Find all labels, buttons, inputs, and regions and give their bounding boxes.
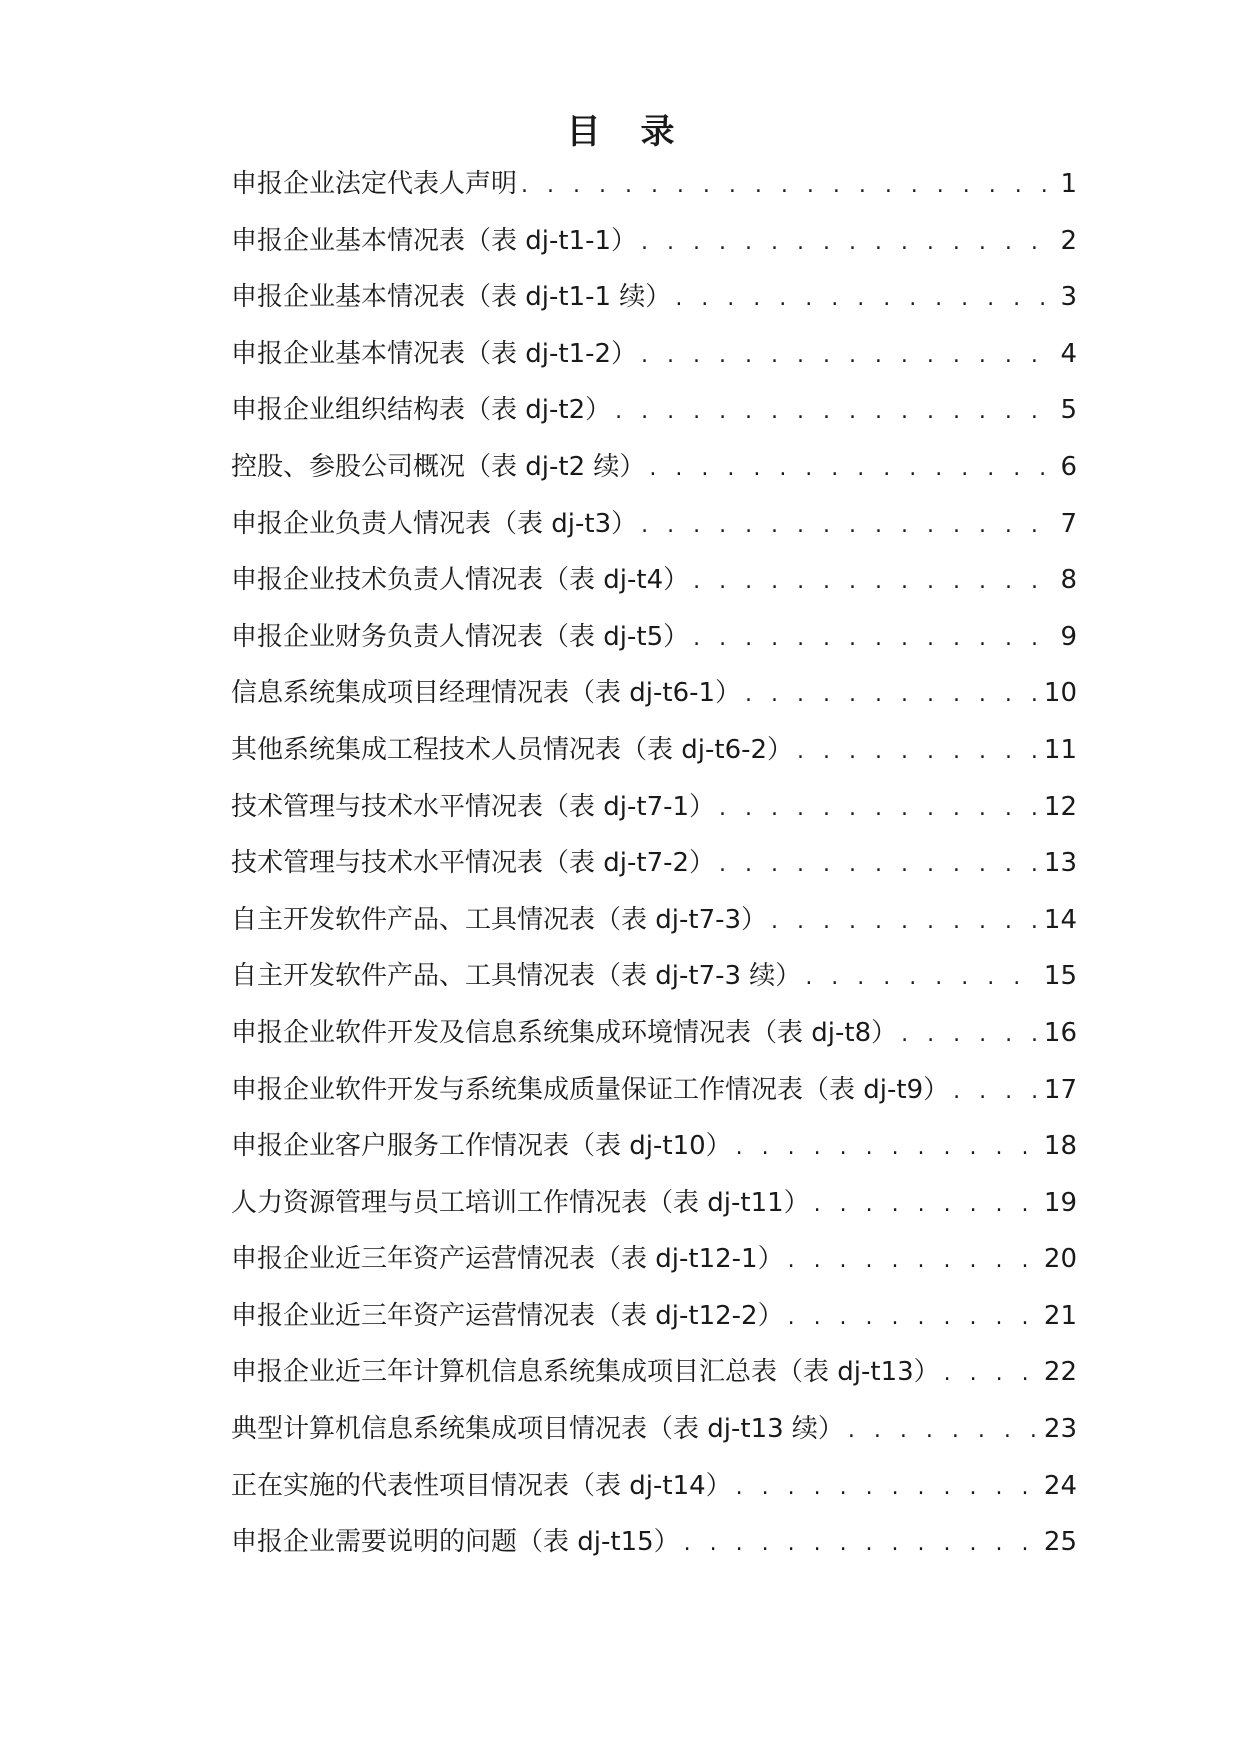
toc-entry-label: 申报企业软件开发及信息系统集成环境情况表（表 dj-t8）	[231, 1017, 898, 1048]
toc-dot-leader	[771, 900, 1040, 944]
toc-entry-label: 申报企业基本情况表（表 dj-t1-2）	[231, 338, 638, 369]
toc-entry-label: 正在实施的代表性项目情况表（表 dj-t14）	[231, 1470, 732, 1501]
toc-dot-leader	[901, 1013, 1040, 1057]
toc-entry-page-number: 24	[1043, 1470, 1077, 1501]
toc-entry-page-number: 7	[1060, 508, 1077, 539]
toc-entry[interactable]	[231, 728, 1077, 785]
toc-entry-page-number: 25	[1043, 1527, 1077, 1558]
toc-dot-leader	[641, 334, 1056, 378]
toc-dot-leader	[719, 787, 1040, 831]
toc-entry-label: 信息系统集成项目经理情况表（表 dj-t6-1）	[231, 678, 742, 709]
toc-entry-page-number: 17	[1043, 1074, 1077, 1105]
toc-heading-char-1: 目	[566, 112, 601, 152]
toc-entry-page-number: 6	[1060, 451, 1077, 482]
toc-entry[interactable]	[231, 332, 1077, 389]
toc-heading	[0, 110, 1241, 154]
toc-dot-leader	[805, 956, 1040, 1000]
toc-dot-leader	[814, 1183, 1040, 1227]
toc-entry-label: 申报企业近三年资产运营情况表（表 dj-t12-1）	[231, 1244, 784, 1275]
toc-entry-label: 申报企业技术负责人情况表（表 dj-t4）	[231, 565, 690, 596]
toc-entry[interactable]	[231, 1237, 1077, 1294]
toc-entry-page-number: 14	[1043, 904, 1077, 935]
toc-entry[interactable]	[231, 558, 1077, 615]
toc-entry[interactable]	[231, 671, 1077, 728]
toc-entry[interactable]	[231, 785, 1077, 842]
toc-dot-leader	[693, 560, 1056, 604]
toc-entry[interactable]	[231, 1294, 1077, 1351]
toc-entry-page-number: 19	[1043, 1187, 1077, 1218]
toc-dot-leader	[675, 277, 1056, 321]
toc-entry[interactable]	[231, 1068, 1077, 1125]
toc-dot-leader	[944, 1352, 1040, 1396]
toc-entry[interactable]	[231, 1124, 1077, 1181]
toc-dot-leader	[953, 1070, 1040, 1114]
toc-entry-label: 申报企业软件开发与系统集成质量保证工作情况表（表 dj-t9）	[231, 1074, 950, 1105]
toc-dot-leader	[641, 221, 1056, 265]
toc-dot-leader	[719, 843, 1040, 887]
toc-entry[interactable]	[231, 502, 1077, 559]
toc-dot-leader	[684, 1522, 1040, 1566]
toc-entry-label: 技术管理与技术水平情况表（表 dj-t7-1）	[231, 791, 716, 822]
toc-dot-leader	[641, 504, 1056, 548]
toc-entry[interactable]	[231, 1181, 1077, 1238]
toc-entry-page-number: 18	[1043, 1131, 1077, 1162]
toc-entry[interactable]	[231, 219, 1077, 276]
toc-entry-label: 技术管理与技术水平情况表（表 dj-t7-2）	[231, 848, 716, 879]
toc-entry-label: 典型计算机信息系统集成项目情况表（表 dj-t13 续）	[231, 1414, 844, 1445]
toc-entry-label: 申报企业法定代表人声明	[231, 169, 518, 199]
toc-dot-leader	[615, 390, 1056, 434]
toc-heading-char-2: 录	[640, 112, 675, 152]
toc-entry[interactable]	[231, 615, 1077, 672]
toc-entry[interactable]	[231, 954, 1077, 1011]
toc-dot-leader	[649, 447, 1056, 491]
toc-entry[interactable]	[231, 1407, 1077, 1464]
toc-entry[interactable]	[231, 275, 1077, 332]
toc-entry[interactable]	[231, 1520, 1077, 1577]
toc-entry-page-number: 8	[1060, 565, 1077, 596]
toc-entry-label: 控股、参股公司概况（表 dj-t2 续）	[231, 451, 646, 482]
toc-entry-label: 申报企业组织结构表（表 dj-t2）	[231, 395, 612, 426]
toc-entry-label: 申报企业客户服务工作情况表（表 dj-t10）	[231, 1131, 732, 1162]
toc-dot-leader	[788, 1296, 1040, 1340]
toc-dot-leader	[736, 1126, 1040, 1170]
toc-entry-page-number: 1	[1060, 169, 1077, 199]
toc-entry-label: 人力资源管理与员工培训工作情况表（表 dj-t11）	[231, 1187, 810, 1218]
toc-entry-label: 自主开发软件产品、工具情况表（表 dj-t7-3）	[231, 904, 768, 935]
toc-dot-leader	[848, 1409, 1040, 1453]
toc-entry-label: 申报企业近三年资产运营情况表（表 dj-t12-2）	[231, 1300, 784, 1331]
toc-entry-label: 申报企业财务负责人情况表（表 dj-t5）	[231, 621, 690, 652]
toc-entry[interactable]	[231, 388, 1077, 445]
toc-entry-label: 其他系统集成工程技术人员情况表（表 dj-t6-2）	[231, 734, 794, 765]
toc-entry-page-number: 20	[1043, 1244, 1077, 1275]
toc-dot-leader	[745, 673, 1040, 717]
toc-entry-label: 申报企业需要说明的问题（表 dj-t15）	[231, 1527, 680, 1558]
toc-entry-page-number: 23	[1043, 1414, 1077, 1445]
toc-entry-page-number: 22	[1043, 1357, 1077, 1388]
toc-entry-page-number: 9	[1060, 621, 1077, 652]
toc-entry-page-number: 5	[1060, 395, 1077, 426]
toc-entry-page-number: 12	[1043, 791, 1077, 822]
toc-entry-page-number: 2	[1060, 225, 1077, 256]
toc-entry[interactable]	[231, 1350, 1077, 1407]
toc-entry-page-number: 11	[1043, 734, 1077, 765]
toc-entry-page-number: 21	[1043, 1300, 1077, 1331]
toc-entry[interactable]	[231, 162, 1077, 219]
table-of-contents	[231, 162, 1077, 1577]
toc-entry-page-number: 10	[1043, 678, 1077, 709]
toc-entry[interactable]	[231, 1464, 1077, 1521]
toc-entry[interactable]	[231, 898, 1077, 955]
toc-dot-leader	[521, 164, 1056, 208]
toc-entry-page-number: 4	[1060, 338, 1077, 369]
toc-entry-label: 申报企业近三年计算机信息系统集成项目汇总表（表 dj-t13）	[231, 1357, 940, 1388]
toc-entry-label: 申报企业负责人情况表（表 dj-t3）	[231, 508, 638, 539]
toc-entry-label: 自主开发软件产品、工具情况表（表 dj-t7-3 续）	[231, 961, 802, 992]
toc-entry-page-number: 16	[1043, 1017, 1077, 1048]
toc-entry-label: 申报企业基本情况表（表 dj-t1-1）	[231, 225, 638, 256]
toc-entry[interactable]	[231, 1011, 1077, 1068]
toc-entry[interactable]	[231, 445, 1077, 502]
toc-dot-leader	[788, 1239, 1040, 1283]
toc-entry-page-number: 15	[1043, 961, 1077, 992]
toc-dot-leader	[693, 617, 1056, 661]
toc-entry-page-number: 13	[1043, 848, 1077, 879]
toc-entry[interactable]	[231, 841, 1077, 898]
toc-dot-leader	[797, 730, 1040, 774]
toc-dot-leader	[736, 1466, 1040, 1510]
toc-entry-label: 申报企业基本情况表（表 dj-t1-1 续）	[231, 282, 672, 313]
toc-entry-page-number: 3	[1060, 282, 1077, 313]
